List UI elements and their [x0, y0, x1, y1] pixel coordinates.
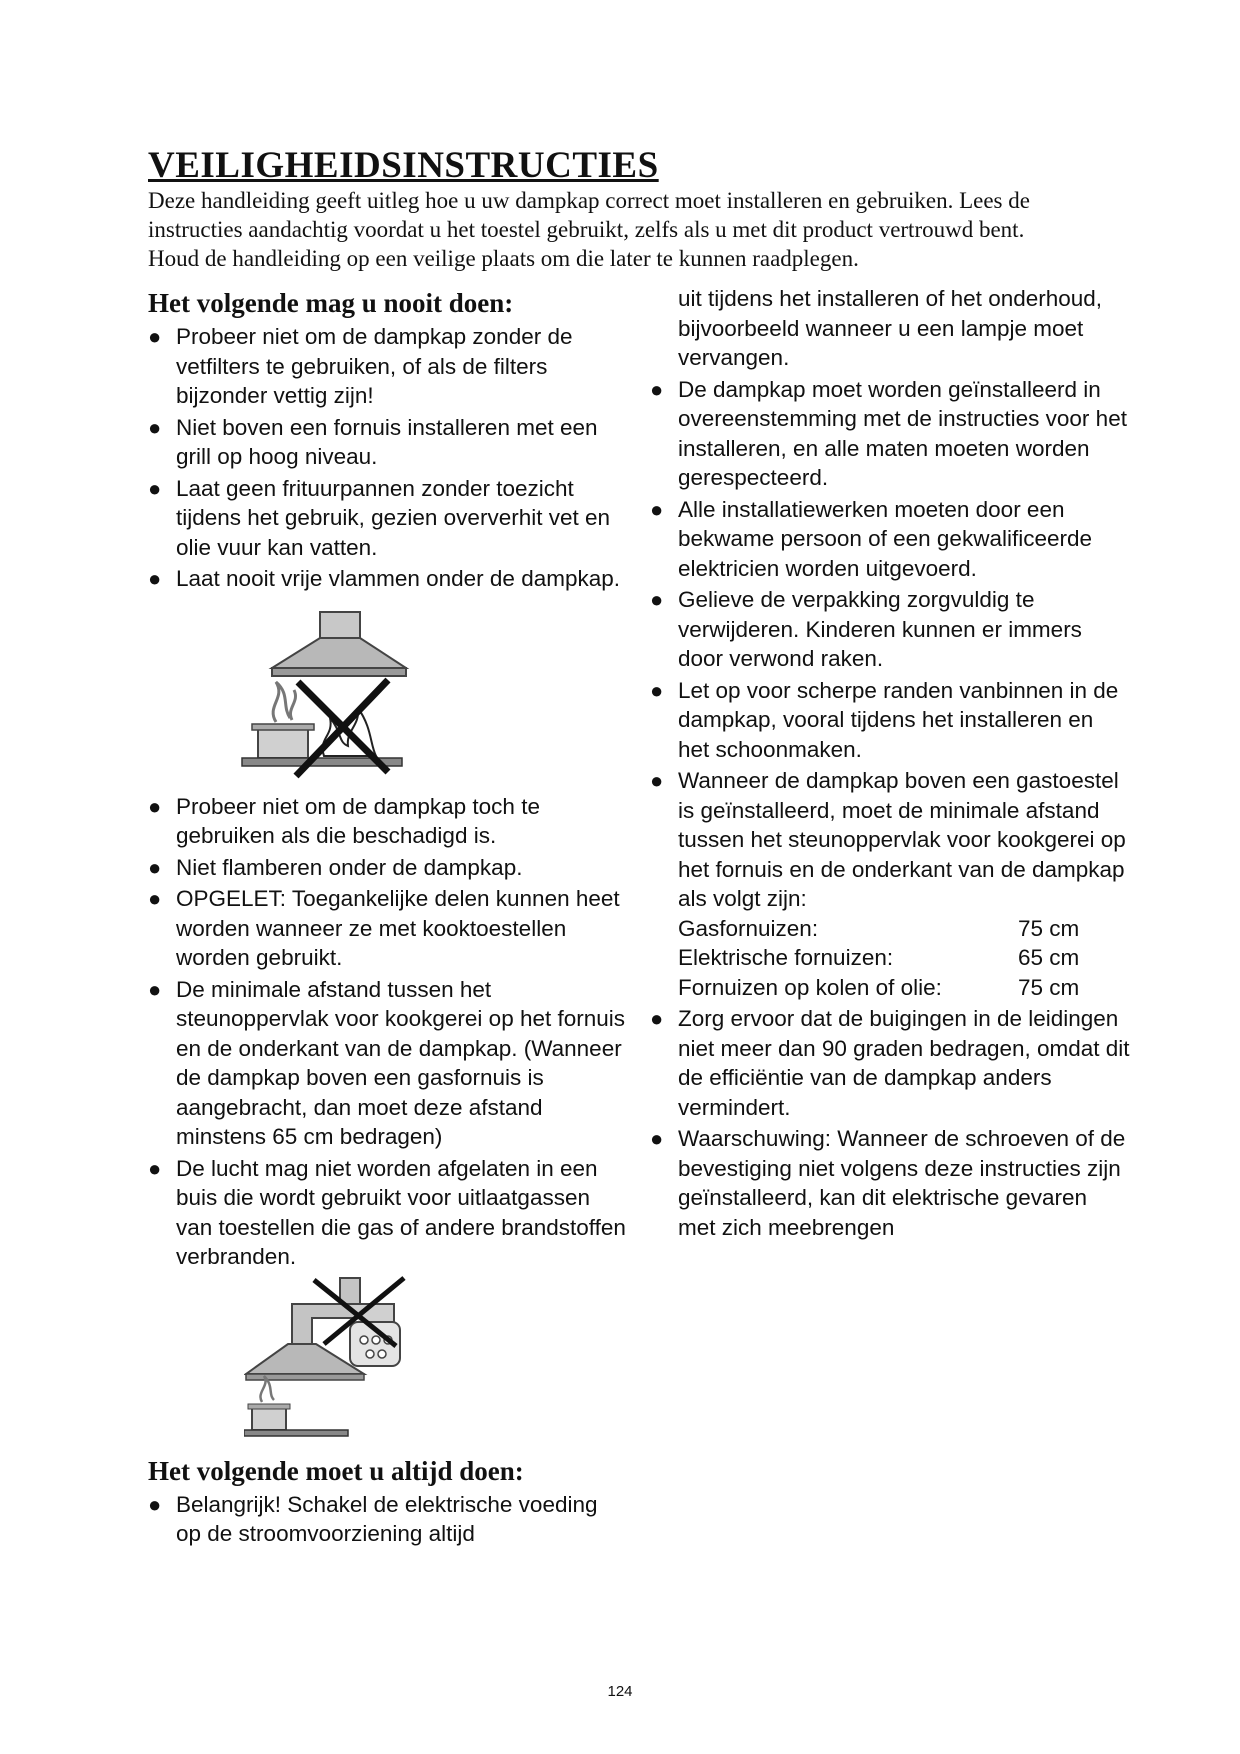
list-item: ● Let op voor scherpe randen vanbinnen in de dampkap, vooral tijdens het installeren en het schoonmaken. [650, 677, 1119, 762]
always-list-a [650, 375, 1130, 1243]
steam-icon [273, 682, 295, 722]
list-item: ● Zorg ervoor dat de buigingen in de leidingen niet meer dan 90 graden bedragen, omdat dit de efficiëntie van de dampkap anders vermindert. [650, 1006, 1130, 1120]
bullet-icon: ● [650, 496, 664, 522]
list-item: ● Gelieve de verpakking zorgvuldig te verwijderen. Kinderen kunnen er immers door verwond raken. [650, 587, 1082, 671]
intro-paragraph [148, 186, 1108, 273]
bullet-icon: ● [650, 1126, 664, 1151]
cooktop [244, 1430, 348, 1436]
bullet-icon: ● [148, 324, 162, 349]
distance-table [678, 914, 1130, 1003]
distance-row [678, 973, 1130, 1003]
hood-canopy [272, 638, 406, 668]
bullet-icon: ● [148, 1155, 162, 1181]
list-item: ● Laat geen frituurpannen zonder toezicht tijdens het gebruik, gezien oververhit vet en olie vuur kan vatten. [148, 475, 611, 560]
list-item: ● Waarschuwing: Wanneer de schroeven of de bevestiging niet volgens deze instructies zijn geïnstalleerd, kan dit elektrische gevaren met zich meebrengen [650, 1126, 1126, 1240]
list-item: ● Wanneer de dampkap boven een gastoestel is geïnstalleerd, moet de minimale afstand tussen het steunoppervlak voor kookgerei op het fornuis en de onderkant van de dampkap als volgt zijn: Gasfornuizen: 75 cm Elektrische fornuizen: 65 cm Fornuizen op kolen of olie: 75 cm [650, 766, 1130, 1002]
list-item-continuation: uit tijdens het installeren of het onderhoud, bijvoorbeeld wanneer u een lampje moet vervangen. [678, 286, 1103, 370]
pot-icon [252, 1406, 286, 1430]
hood-rim [272, 668, 406, 676]
never-heading: Het volgende mag u nooit doen: [148, 288, 514, 318]
always-heading: Het volgende moet u altijd doen: [148, 1455, 524, 1486]
distance-label: Elektrische fornuizen: [678, 945, 894, 970]
left-column [148, 286, 628, 1551]
bullet-icon: ● [148, 566, 162, 591]
list-item: ● Probeer niet om de dampkap zonder de vetfilters te gebruiken, of als de filters bijzonder vettig zijn! [148, 324, 573, 408]
list-item: ● Alle installatiewerken moeten door een bekwame persoon of een gekwalificeerde elektricien worden uitgevoerd. [650, 496, 1092, 581]
intro-line: Houd de handleiding op een veilige plaats om die later te kunnen raadplegen. [148, 246, 859, 271]
distance-value: 75 cm [1018, 915, 1080, 941]
bullet-icon: ● [650, 1006, 664, 1031]
right-column [650, 284, 1130, 1244]
bullet-icon: ● [148, 886, 162, 911]
hood-canopy [246, 1344, 364, 1374]
list-item: ● Niet flamberen onder de dampkap. [148, 853, 628, 883]
list-item: ● Belangrijk! Schakel de elektrische voeding op de stroomvoorziening altijd [148, 1491, 598, 1546]
pot-icon [258, 726, 308, 758]
bullet-icon: ● [650, 677, 664, 703]
bullet-icon: ● [148, 414, 162, 440]
bullet-icon: ● [650, 587, 664, 612]
never-list-b [148, 792, 628, 1272]
bullet-icon: ● [148, 976, 162, 1002]
never-list-a [148, 322, 628, 594]
distance-value: 65 cm [1018, 945, 1080, 970]
list-item: ● Niet boven een fornuis installeren met een grill op hoog niveau. [148, 414, 598, 469]
bullet-icon: ● [650, 768, 664, 793]
list-item: ● De dampkap moet worden geïnstalleerd in overeenstemming met de instructies voor het installeren, en alle maten moeten worden gerespecteerd. [650, 376, 1127, 490]
distance-value: 75 cm [1018, 974, 1080, 1000]
distance-label: Fornuizen op kolen of olie: [678, 974, 942, 1000]
intro-line: instructies aandachtig voordat u het toestel gebruikt, zelfs als u met dit product vertrouwd bent. [148, 217, 1025, 242]
list-item: ● De lucht mag niet worden afgelaten in een buis die wordt gebruikt voor uitlaatgassen van toestellen die gas of andere brandstoffen verbranden. [148, 1155, 626, 1269]
bullet-icon: ● [148, 1491, 162, 1517]
distance-label: Gasfornuizen: [678, 915, 819, 941]
distance-row [678, 914, 1130, 944]
no-gas-exhaust-illustration [244, 1274, 434, 1444]
bullet-icon: ● [148, 793, 162, 819]
list-item: ● Laat nooit vrije vlammen onder de dampkap. [148, 564, 628, 594]
bullet-icon: ● [148, 475, 162, 501]
bullet-icon: ● [650, 376, 664, 402]
list-item: ● Probeer niet om de dampkap toch te gebruiken als die beschadigd is. [148, 793, 540, 848]
always-list-start [148, 1490, 628, 1549]
page-title: VEILIGHEIDSINSTRUCTIES [148, 145, 659, 186]
bullet-icon: ● [148, 854, 162, 880]
no-flames-illustration [238, 610, 538, 782]
list-item: ● OPGELET: Toegankelijke delen kunnen heet worden wanneer ze met kooktoestellen worden gebruikt. [148, 886, 620, 970]
intro-line: Deze handleiding geeft uitleg hoe u uw dampkap correct moet installeren en gebruiken. Lees de [148, 188, 1030, 213]
distance-row [678, 943, 1130, 973]
hood-chimney [320, 612, 360, 638]
page-number: 124 [607, 1683, 633, 1700]
list-item: ● De minimale afstand tussen het steunoppervlak voor kookgerei op het fornuis en de onderkant van de dampkap. (Wanneer de dampkap boven een gasfornuis is aangebracht, dan moet deze afstand minstens 65 cm bedragen) [148, 976, 626, 1149]
